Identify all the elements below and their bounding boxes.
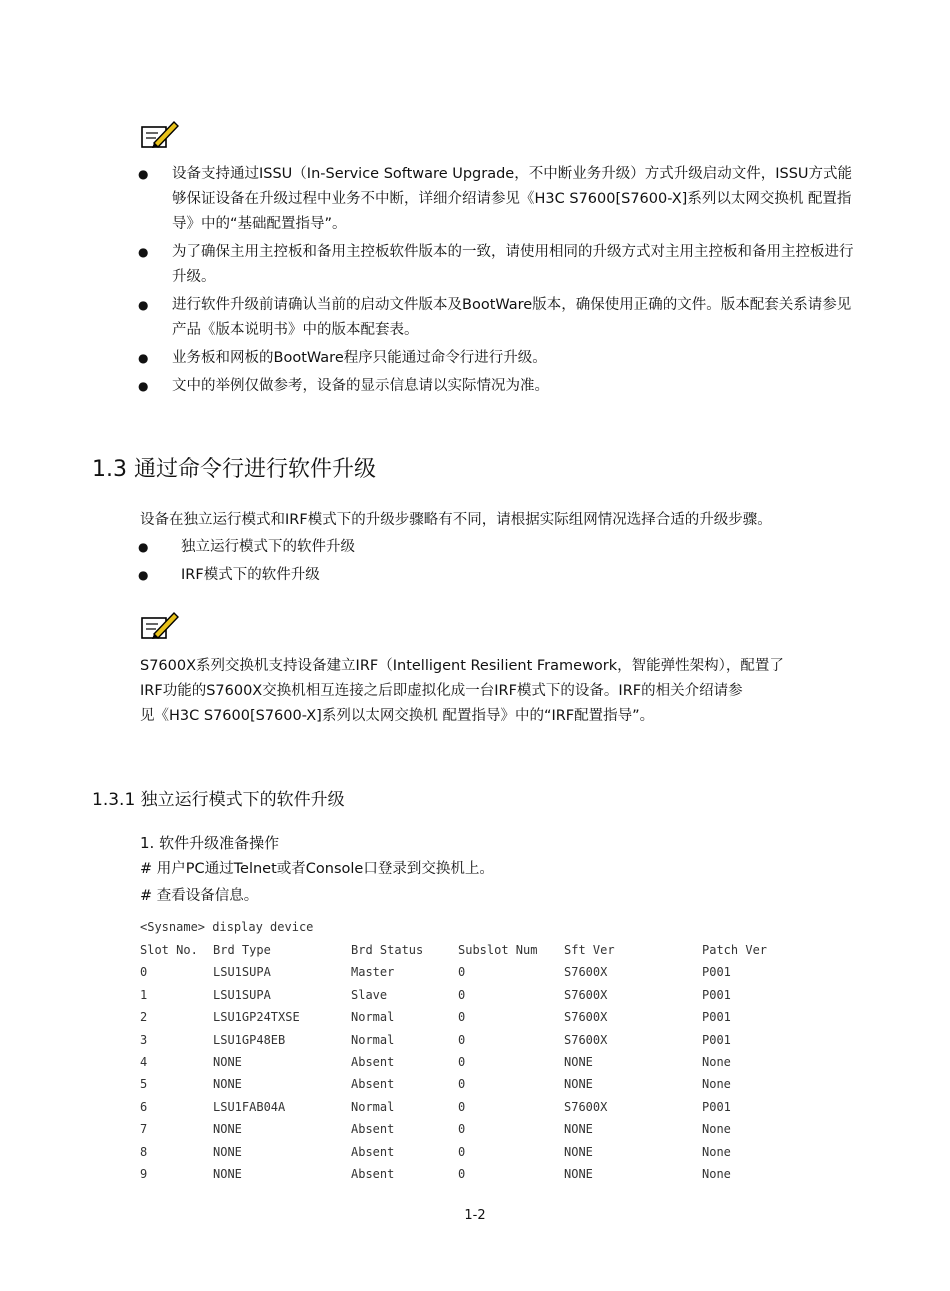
step-text: # 用户PC通过Telnet或者Console口登录到交换机上。 [140,861,494,877]
table-cell: Slave [351,987,388,1002]
page-number: 1-2 [464,1208,486,1223]
table-cell: None [702,1122,731,1137]
table-cell: S7600X [564,987,608,1002]
table-cell: S7600X [564,1032,608,1047]
subsection-heading: 1.3.1 独立运行模式下的软件升级 [92,790,345,810]
table-cell: 0 [458,1032,466,1047]
table-cell: NONE [213,1144,242,1159]
table-cell: 9 [140,1166,148,1181]
table-cell: P001 [702,1099,731,1114]
list-item: ● 设备支持通过ISSU（In-Service Software Upgrade，不中断业务升级）方式升级启动文件，ISSU方式能够保证设备在升级过程中业务不中断，详细介绍请参见《H3C S7600[S7600-X]系列以太网交换机 配置指导》中的“基础配置指导”。 [138,166,853,232]
table-cell: S7600X [564,965,608,980]
list-item: ● IRF模式下的软件升级 [138,567,320,583]
table-cell: 0 [458,1166,466,1181]
section-intro: 设备在独立运行模式和IRF模式下的升级步骤略有不同，请根据实际组网情况选择合适的升级步骤。 [140,512,772,528]
table-cell: Normal [351,1099,395,1114]
table-cell: NONE [213,1077,242,1092]
table-cell: S7600X [564,1010,608,1025]
table-cell: NONE [564,1144,593,1159]
step-heading: 1. 软件升级准备操作 [140,834,280,852]
table-cell: 0 [458,1122,466,1137]
table-cell: 6 [140,1099,148,1114]
command-line: <Sysname> display device [140,920,314,934]
table-cell: 0 [140,965,148,980]
table-cell: LSU1SUPA [213,987,271,1002]
list-item: ● 业务板和网板的BootWare程序只能通过命令行进行升级。 [138,350,547,366]
table-cell: LSU1FAB04A [213,1099,286,1114]
list-item: ● 进行软件升级前请确认当前的启动文件版本及BootWare版本，确保使用正确的文件。版本配套关系请参见产品《版本说明书》中的版本配套表。 [138,297,852,338]
table-cell: 0 [458,965,466,980]
table-cell: NONE [213,1054,242,1069]
note2-line: IRF功能的S7600X交换机相互连接之后即虚拟化成一台IRF模式下的设备。IRF的相关介绍请参 [140,683,743,699]
note-pencil-icon [140,610,180,642]
table-cell: P001 [702,965,731,980]
table-cell: LSU1GP24TXSE [213,1010,300,1025]
table-cell: P001 [702,1010,731,1025]
table-cell: Absent [351,1166,395,1181]
table-cell: S7600X [564,1099,608,1114]
table-cell: NONE [213,1166,242,1181]
step-text: # 查看设备信息。 [140,888,259,904]
list-item: ● 独立运行模式下的软件升级 [138,539,355,555]
table-cell: 1 [140,987,148,1002]
table-cell: LSU1SUPA [213,965,271,980]
table-cell: LSU1GP48EB [213,1032,286,1047]
table-cell: None [702,1077,731,1092]
table-cell: P001 [702,1032,731,1047]
table-cell: None [702,1144,731,1159]
table-cell: NONE [564,1122,593,1137]
list-item: ● 文中的举例仅做参考，设备的显示信息请以实际情况为准。 [138,378,549,394]
table-cell: 3 [140,1032,148,1047]
note2-line: 见《H3C S7600[S7600-X]系列以太网交换机 配置指导》中的“IRF配置指导”。 [140,708,655,724]
section-heading: 1.3 通过命令行进行软件升级 [92,457,376,482]
table-cell: Absent [351,1054,395,1069]
table-cell: 8 [140,1144,148,1159]
table-cell: 0 [458,1077,466,1092]
table-cell: NONE [564,1166,593,1181]
table-cell: Normal [351,1032,395,1047]
table-cell: NONE [564,1054,593,1069]
table-cell: Normal [351,1010,395,1025]
table-cell: P001 [702,987,731,1002]
table-cell: 0 [458,1099,466,1114]
note2-line: S7600X系列交换机支持设备建立IRF（Intelligent Resilient Framework，智能弹性架构），配置了 [140,658,784,674]
table-cell: Master [351,965,395,980]
note-pencil-icon [140,119,180,151]
list-item: ● 为了确保主用主控板和备用主控板软件版本的一致，请使用相同的升级方式对主用主控板和备用主控板进行升级。 [138,244,854,285]
table-cell: NONE [564,1077,593,1092]
table-cell: None [702,1054,731,1069]
table-cell: Absent [351,1144,395,1159]
table-cell: 0 [458,1054,466,1069]
table-cell: 4 [140,1054,148,1069]
table-cell: 0 [458,1010,466,1025]
table-cell: 2 [140,1010,148,1025]
table-cell: Absent [351,1122,395,1137]
table-cell: NONE [213,1122,242,1137]
table-cell: 0 [458,1144,466,1159]
table-cell: None [702,1166,731,1181]
table-cell: 5 [140,1077,148,1092]
table-cell: 0 [458,987,466,1002]
table-cell: Absent [351,1077,395,1092]
table-cell: 7 [140,1122,148,1137]
